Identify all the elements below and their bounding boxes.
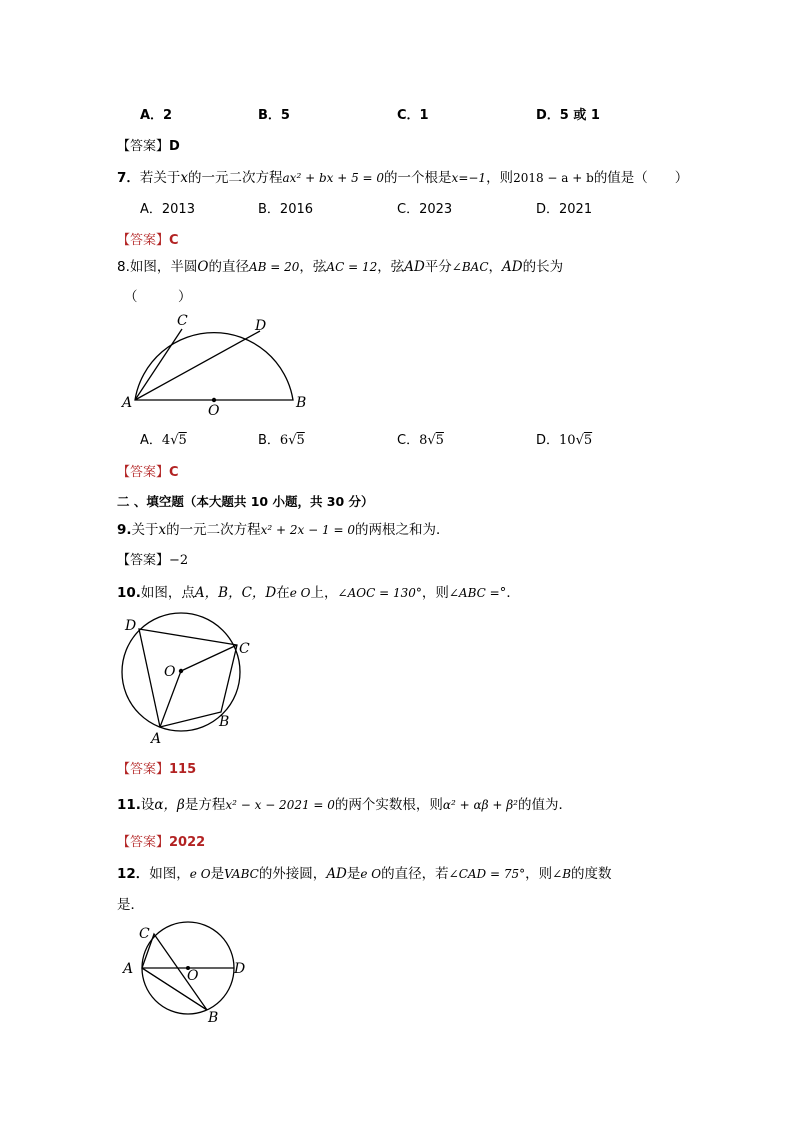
center-point-o — [212, 398, 216, 402]
chord-ac — [135, 329, 182, 400]
q7-answer: 【答案】C — [117, 233, 179, 248]
q6-option-d: D．5 或 1 — [536, 108, 600, 123]
quadrilateral-abcd — [139, 629, 237, 727]
q7-option-d: D．2021 — [536, 202, 593, 217]
section-2-heading: 二 、填空题（本大题共 10 小题，共 30 分） — [117, 494, 374, 509]
radius-oc — [181, 645, 237, 671]
label-c: C — [139, 926, 150, 942]
label-c: C — [177, 313, 188, 329]
label-d: D — [255, 318, 267, 334]
q11-answer: 【答案】2022 — [117, 835, 206, 850]
q9-answer: 【答案】−2 — [117, 553, 189, 568]
chord-ad — [135, 331, 260, 400]
q10-circle-figure — [115, 608, 265, 748]
center-point-o — [179, 669, 183, 673]
q7-option-c: C．2023 — [397, 202, 453, 217]
q8-option-b: B．6√5 — [258, 433, 305, 448]
q8-answer: 【答案】C — [117, 465, 179, 480]
q11-stem: 11.设α，β是方程x² − x − 2021 = 0的两个实数根，则α² + αβ + β²的值为． — [117, 797, 572, 813]
q8-blank: （ ） — [124, 289, 192, 305]
q12-stem: 12．如图，e O是VABC的外接圆，AD是e O的直径，若∠CAD = 75°，则∠B的度数 — [117, 866, 612, 882]
q10-stem: 10.如图，点A，B，C，D在e O上，∠AOC = 130°，则∠ABC =°． — [117, 585, 520, 601]
answer-tag: 【答案】 — [117, 139, 170, 154]
q8-option-c: C．8√5 — [397, 433, 444, 448]
label-b: B — [208, 1010, 219, 1026]
q10-answer: 【答案】115 — [117, 762, 197, 777]
label-o: O — [208, 403, 220, 419]
q7-option-a: A．2013 — [140, 202, 195, 217]
semicircle-outline — [135, 333, 293, 400]
q8-option-d: D．10√5 — [536, 433, 593, 448]
q6-option-b: B．5 — [258, 108, 290, 123]
label-d: D — [234, 961, 246, 977]
q12-circle-figure — [115, 918, 265, 1028]
q7-stem: 7．若关于x的一元二次方程ax² + bx + 5 = 0的一个根是x=−1，则2018 − a + b的值是（ ） — [117, 170, 689, 186]
label-o: O — [164, 664, 176, 680]
label-a: A — [151, 731, 162, 747]
label-d: D — [125, 618, 137, 634]
label-a: A — [122, 395, 133, 411]
q9-stem: 9.关于x的一元二次方程x² + 2x − 1 = 0的两根之和为． — [117, 522, 450, 538]
q6-option-a: A．2 — [140, 108, 173, 123]
label-b: B — [219, 714, 230, 730]
q12-stem-line2: 是． — [117, 897, 144, 913]
q7-option-b: B．2016 — [258, 202, 314, 217]
label-o: O — [187, 968, 199, 984]
label-a: A — [123, 961, 134, 977]
label-c: C — [239, 641, 250, 657]
q8-option-a: A．4√5 — [140, 433, 187, 448]
label-b: B — [296, 395, 307, 411]
q6-option-c: C．1 — [397, 108, 429, 123]
answer-value: D — [169, 139, 180, 154]
q6-answer — [117, 135, 180, 154]
q8-stem: 8.如图，半圆O的直径AB = 20，弦AC = 12，弦AD平分∠BAC，AD的长为 — [117, 259, 564, 275]
q8-semicircle-figure — [110, 310, 320, 420]
